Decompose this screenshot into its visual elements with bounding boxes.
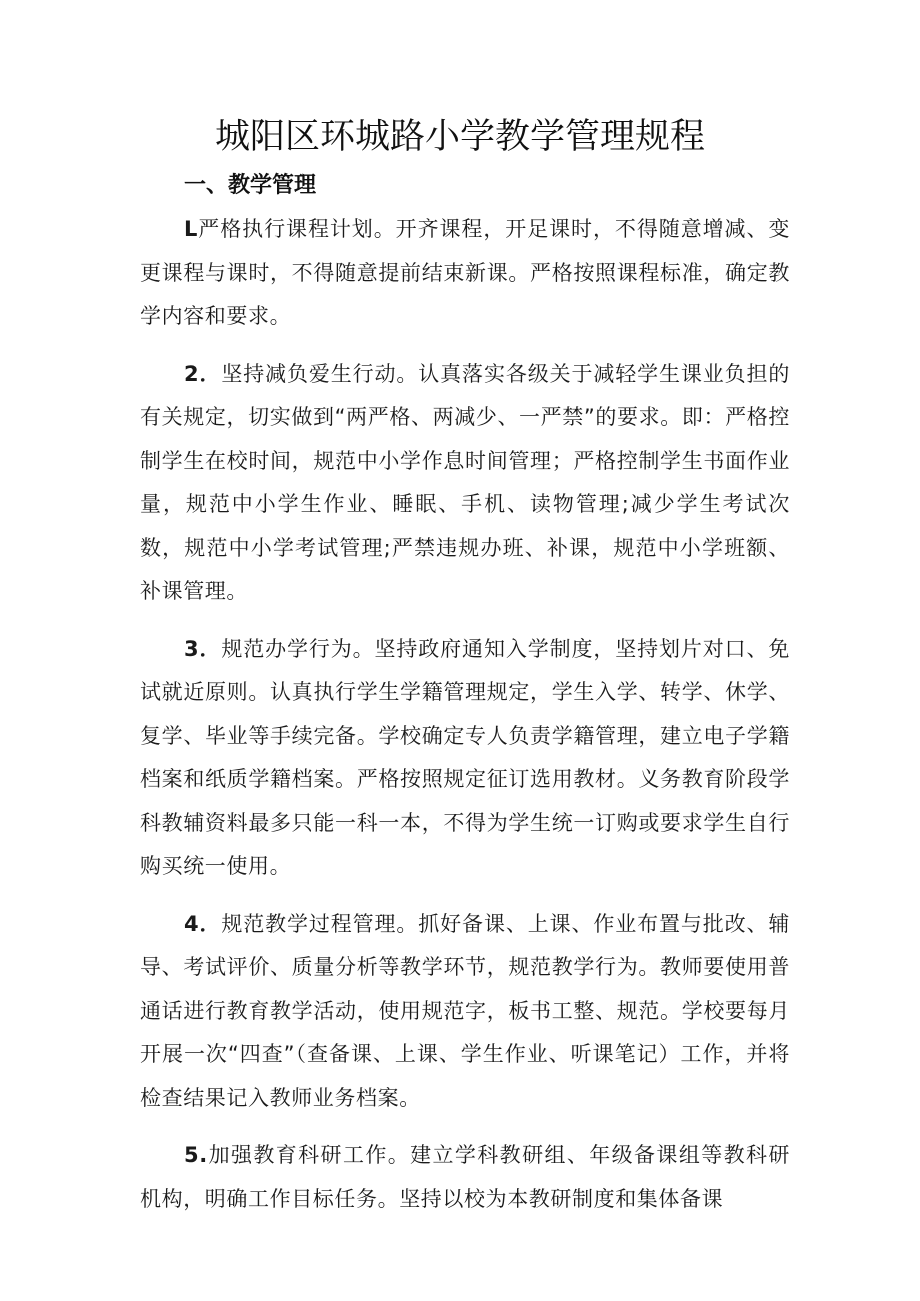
- paragraph-number: L: [184, 217, 198, 241]
- paragraph-number: 4．: [184, 911, 222, 936]
- document-title: 城阳区环城路小学教学管理规程: [214, 117, 705, 157]
- paragraph-5: [140, 1134, 790, 1221]
- paragraph-3: [140, 628, 790, 889]
- paragraph-text: 坚持减负爱生行动。认真落实各级关于减轻学生课业负担的有关规定，切实做到“两严格、两减少、一严禁”的要求。即：严格控制学生在校时间，规范中小学作息时间管理；严格控制学生书面作业量，规范中小学生作业、睡眠、手机、读物管理;减少学生考试次数，规范中小学考试管理;严禁违规办班、补课，规范中小学班额、补课管理。: [140, 361, 790, 603]
- paragraph-2: [140, 353, 790, 614]
- section-heading: 一、教学管理: [184, 173, 317, 198]
- paragraph-text: 规范教学过程管理。抓好备课、上课、作业布置与批改、辅导、考试评价、质量分析等教学环节，规范教学行为。教师要使用普通话进行教育教学活动，使用规范字，板书工整、规范。学校要每月开展一次“四查”（查备课、上课、学生作业、听课笔记）工作，并将检查结果记入教师业务档案。: [140, 911, 790, 1110]
- paragraph-text: 规范办学行为。坚持政府通知入学制度，坚持划片对口、免试就近原则。认真执行学生学籍管理规定，学生入学、转学、休学、复学、毕业等手续完备。学校确定专人负责学籍管理，建立电子学籍档案和纸质学籍档案。严格按照规定征订选用教材。义务教育阶段学科教辅资料最多只能一科一本，不得为学生统一订购或要求学生自行购买统一使用。: [140, 636, 790, 878]
- paragraph-number: 3．: [184, 636, 222, 661]
- paragraph-1: [140, 208, 790, 339]
- paragraph-number: 2．: [184, 361, 222, 386]
- paragraph-text: 加强教育科研工作。建立学科教研组、年级备课组等教科研机构，明确工作目标任务。坚持以校为本教研制度和集体备课: [140, 1143, 790, 1211]
- document-body: [140, 208, 790, 1235]
- paragraph-number: 5.: [184, 1143, 208, 1167]
- paragraph-text: 严格执行课程计划。开齐课程，开足课时，不得随意增减、变更课程与课时，不得随意提前结束新课。严格按照课程标准，确定教学内容和要求。: [140, 217, 790, 328]
- paragraph-4: [140, 903, 790, 1121]
